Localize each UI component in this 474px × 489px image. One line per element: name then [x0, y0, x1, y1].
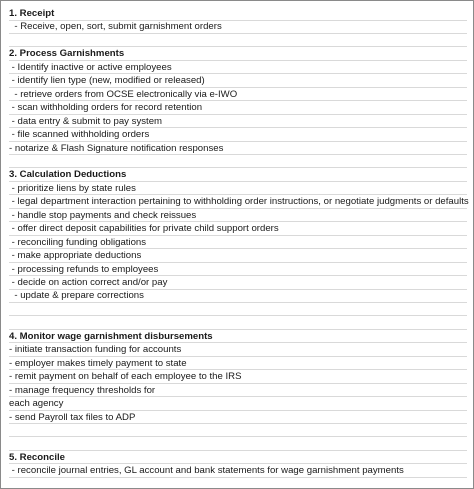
list-item-text: - decide on action correct and/or pay — [9, 277, 168, 288]
list-item-text: - employer makes timely payment to state — [9, 357, 187, 369]
list-item — [9, 142, 467, 156]
blank-line — [9, 424, 467, 438]
list-item-text: - offer direct deposit capabilities for private child support orders — [9, 223, 279, 235]
list-item-text: - manage frequency thresholds for — [9, 384, 156, 396]
section-heading — [9, 168, 467, 182]
section-heading — [9, 330, 467, 344]
list-item — [9, 411, 467, 425]
list-item-text: - scan withholding orders for record retention — [9, 102, 203, 114]
list-item — [9, 74, 467, 88]
list-item — [9, 88, 467, 102]
list-item — [9, 182, 467, 196]
list-item-text: - reconcile journal entries, GL account and bank statements for wage garnishment payments — [9, 465, 404, 477]
list-item — [9, 343, 467, 357]
list-item — [9, 263, 467, 277]
section-heading — [9, 451, 467, 465]
list-item — [9, 236, 467, 250]
list-item — [9, 128, 467, 142]
section-heading-text: 1. Receipt — [9, 8, 55, 19]
list-item-text: - initiate transaction funding for accounts — [9, 344, 182, 356]
list-item-text: - reconciling funding obligations — [9, 236, 147, 248]
list-item — [9, 384, 467, 398]
list-item-text: - legal department interaction pertaining to withholding order instructions, or negotiate judgments or defaults — [9, 196, 469, 208]
list-item — [9, 357, 467, 371]
list-item-text: - notarize & Flash Signature notification responses — [9, 142, 224, 154]
list-item-text: - remit payment on behalf of each employee to the IRS — [9, 371, 242, 383]
list-item — [9, 209, 467, 223]
blank-line — [9, 478, 467, 489]
list-item — [9, 61, 467, 75]
section-heading-text: 4. Monitor wage garnishment disbursements — [9, 330, 213, 342]
list-item-text: - file scanned withholding orders — [9, 129, 150, 141]
section-heading — [9, 47, 467, 61]
list-item — [9, 195, 467, 209]
list-item-text: - prioritize liens by state rules — [9, 182, 136, 194]
list-item — [9, 276, 467, 290]
blank-line — [9, 316, 467, 330]
section-heading — [9, 7, 467, 21]
blank-line — [9, 34, 467, 48]
list-item — [9, 370, 467, 384]
section-heading-text: 2. Process Garnishments — [9, 48, 125, 60]
list-item-text: - make appropriate deductions — [9, 250, 142, 262]
list-item — [9, 101, 467, 115]
section-heading-text: 5. Reconcile — [9, 451, 65, 463]
list-item-text: - send Payroll tax files to ADP — [9, 411, 136, 423]
list-item-text: - identify lien type (new, modified or released) — [9, 75, 205, 87]
list-item-text: - Receive, open, sort, submit garnishment orders — [9, 21, 222, 33]
list-item-text: - Identify inactive or active employees — [9, 61, 172, 73]
list-item — [9, 222, 467, 236]
list-item-text: each agency — [9, 398, 64, 410]
list-item — [9, 249, 467, 263]
blank-line — [9, 437, 467, 451]
section-heading-text: 3. Calculation Deductions — [9, 169, 127, 181]
list-item — [9, 115, 467, 129]
list-item — [9, 20, 467, 34]
list-item — [9, 289, 467, 303]
list-item-text: - data entry & submit to pay system — [9, 115, 163, 127]
list-item — [9, 397, 467, 411]
list-item-text: - retrieve orders from OCSE electronically via e-IWO — [9, 88, 238, 100]
list-item-text: - processing refunds to employees — [9, 263, 159, 275]
blank-line — [9, 155, 467, 169]
list-item-text: - handle stop payments and check reissues — [9, 209, 197, 221]
list-item-text: - update & prepare corrections — [9, 290, 144, 302]
blank-line — [9, 303, 467, 317]
list-item — [9, 464, 467, 478]
